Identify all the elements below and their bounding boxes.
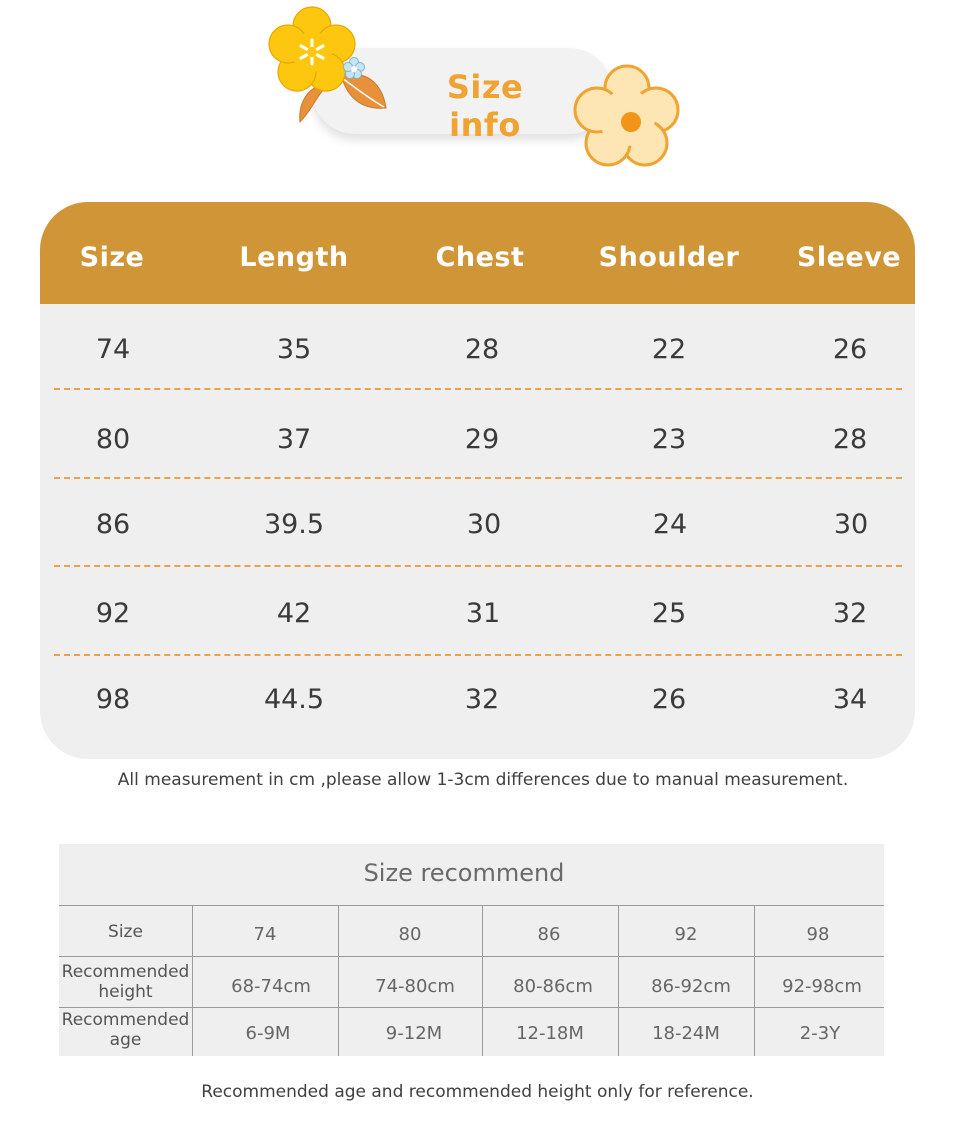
size-info-banner: [260, 0, 700, 180]
recommend-cell: 80: [398, 924, 422, 945]
recommend-label-line: Recommended: [61, 962, 190, 982]
recommend-cell: 86-92cm: [651, 976, 731, 997]
row-divider: [54, 388, 902, 390]
recommend-cell: 6-9M: [245, 1023, 291, 1044]
small-blue-flower-icon: [342, 56, 366, 80]
table-cell: 80: [95, 424, 131, 455]
recommend-cell: 80-86cm: [513, 976, 593, 997]
row-divider: [54, 565, 902, 567]
recommend-row-label: [59, 1010, 192, 1050]
table-cell: 37: [276, 424, 312, 455]
recommend-cell: 9-12M: [385, 1023, 443, 1044]
recommend-cell: 68-74cm: [231, 976, 311, 997]
recommend-cell: 12-18M: [516, 1023, 584, 1044]
recommend-label-line: height: [98, 982, 153, 1002]
table-cell: 22: [651, 334, 687, 365]
recommend-row-label: [59, 962, 192, 1002]
table-cell: 30: [466, 509, 502, 540]
table-cell: 28: [464, 334, 500, 365]
row-divider: [54, 654, 902, 656]
table-cell: 34: [832, 684, 868, 715]
header-chest: Chest: [435, 242, 525, 273]
recommend-cell: 18-24M: [652, 1023, 720, 1044]
table-cell: 98: [95, 684, 131, 715]
table-cell: 25: [651, 598, 687, 629]
table-cell: 30: [833, 509, 869, 540]
header-sleeve: Sleeve: [796, 242, 902, 273]
recommend-grid-line: [59, 1007, 884, 1008]
size-chart-table: [40, 202, 915, 759]
table-cell: 26: [832, 334, 868, 365]
recommend-cell: 86: [537, 924, 561, 945]
banner-title: Size info: [446, 68, 524, 144]
table-cell: 86: [95, 509, 131, 540]
measurement-note: All measurement in cm ,please allow 1-3cm differences due to manual measurement.: [117, 770, 849, 790]
yellow-flower-icon: [266, 4, 358, 94]
recommend-label-line: Recommended: [61, 1010, 190, 1030]
table-cell: 29: [464, 424, 500, 455]
cream-flower-icon: [570, 60, 684, 172]
recommend-cell: 98: [806, 924, 830, 945]
recommend-cell: 74: [253, 924, 277, 945]
row-divider: [54, 477, 902, 479]
recommend-grid-line: [192, 905, 193, 1056]
recommend-cell: 2-3Y: [799, 1023, 841, 1044]
table-cell: 35: [276, 334, 312, 365]
header-size: Size: [79, 242, 145, 273]
table-cell: 31: [465, 598, 501, 629]
table-cell: 28: [832, 424, 868, 455]
recommend-grid-line: [59, 956, 884, 957]
recommend-cell: 74-80cm: [375, 976, 455, 997]
table-cell: 74: [95, 334, 131, 365]
header-shoulder: Shoulder: [598, 242, 740, 273]
table-cell: 24: [652, 509, 688, 540]
table-cell: 32: [832, 598, 868, 629]
table-cell: 44.5: [263, 684, 325, 715]
size-recommend-table: [59, 844, 884, 1056]
recommend-cell: 92-98cm: [782, 976, 862, 997]
recommend-cell: 92: [674, 924, 698, 945]
reference-note: Recommended age and recommended height only for reference.: [201, 1082, 754, 1102]
recommend-label-line: age: [109, 1030, 142, 1050]
table-cell: 39.5: [263, 509, 325, 540]
recommend-title: Size recommend: [363, 859, 565, 887]
table-cell: 26: [651, 684, 687, 715]
table-cell: 42: [276, 598, 312, 629]
table-cell: 32: [464, 684, 500, 715]
recommend-row-label: Size: [108, 922, 143, 942]
size-table-header: [40, 202, 915, 304]
header-length: Length: [239, 242, 349, 273]
table-cell: 23: [651, 424, 687, 455]
recommend-grid-line: [59, 905, 884, 906]
table-cell: 92: [95, 598, 131, 629]
